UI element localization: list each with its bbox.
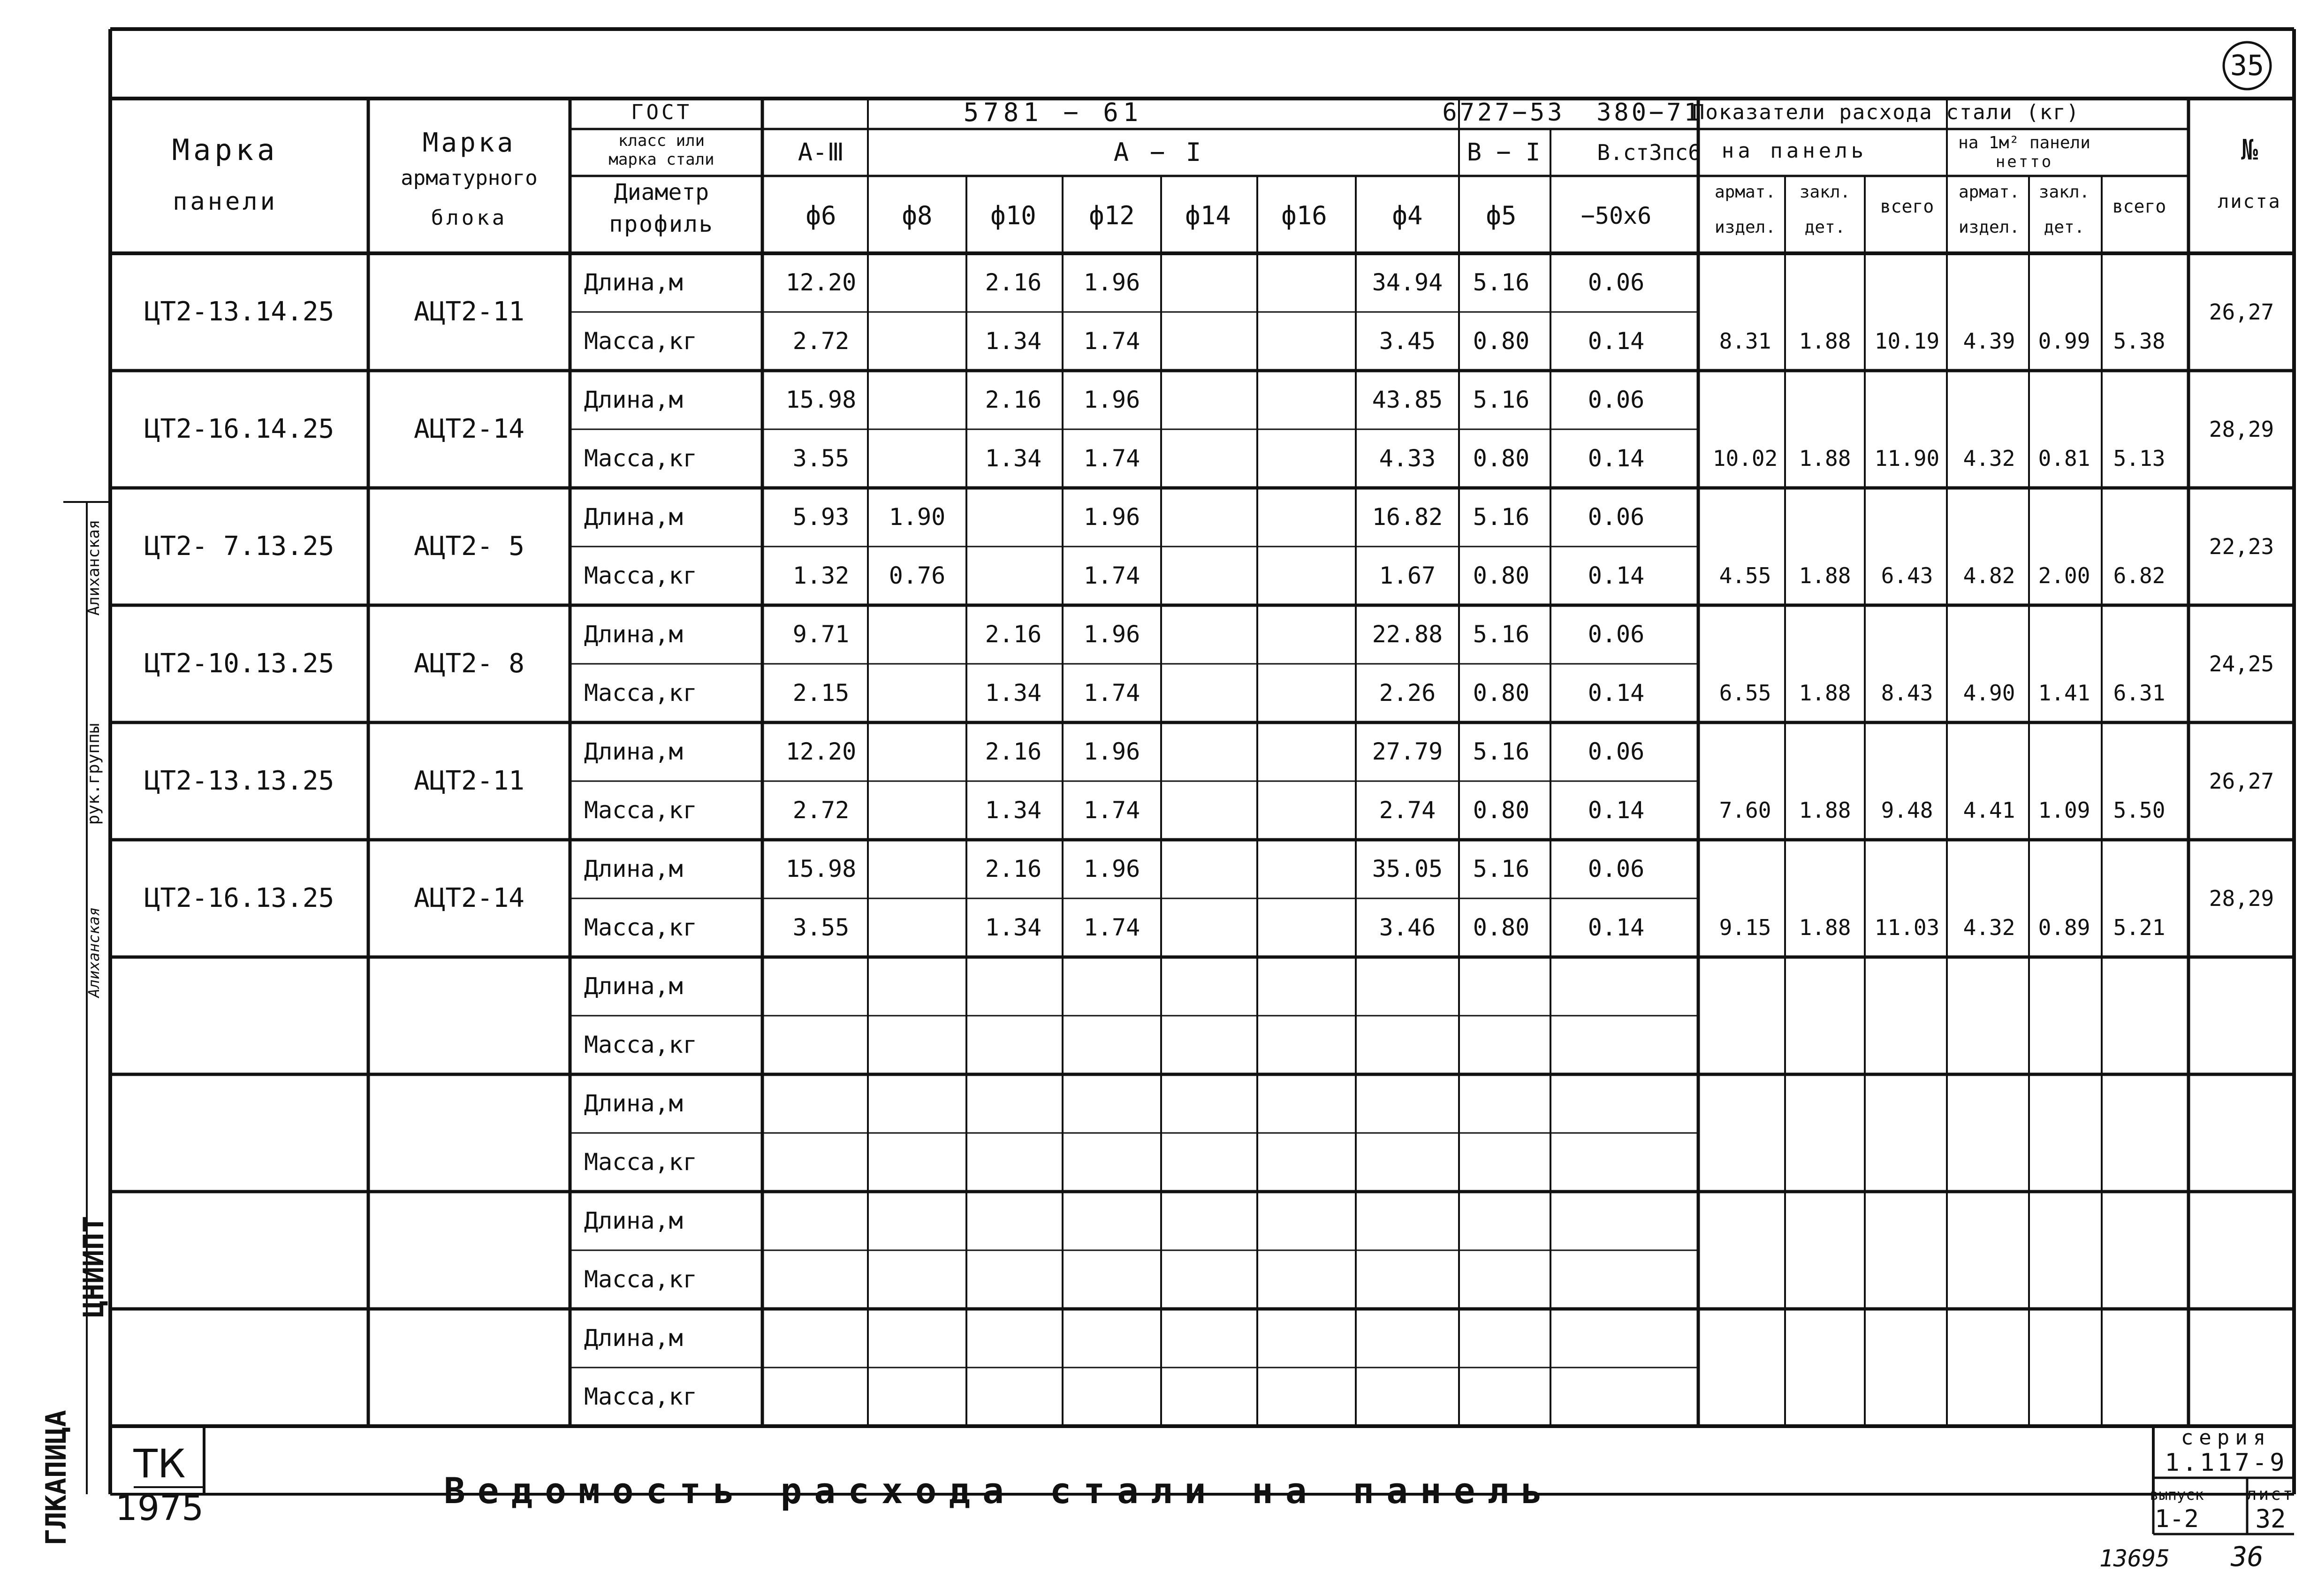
length-label: Длина,м [584,973,683,1000]
diameter-d12: ф12 [1089,201,1135,230]
diameter-d16: ф16 [1281,201,1327,230]
length-cell: 0.06 [1588,386,1645,413]
length-label: Длина,м [584,269,683,296]
mass-cell: 0.14 [1588,797,1645,824]
header-sheet-no-2: листа [2218,191,2281,213]
total-cell: 6.82 [2113,563,2166,588]
header-gost-label: ГОСТ [631,100,692,124]
mass-cell: 2.72 [792,797,850,824]
header-arm-2a: армат. [1958,182,2020,202]
length-cell: 5.16 [1473,269,1530,296]
mass-cell: 1.74 [1083,562,1140,589]
length-cell: 1.96 [1083,855,1140,882]
length-label: Длина,м [584,1207,683,1234]
length-cell: 5.93 [792,503,850,531]
header-zakl-2b: дет. [2044,218,2085,237]
total-cell: 10.19 [1874,328,1940,354]
length-cell: 5.16 [1473,503,1530,531]
stamp-org: ТК [133,1441,186,1487]
block-mark: АЦТ2- 5 [413,531,525,562]
length-cell: 9.71 [792,621,850,648]
mass-cell: 1.34 [985,797,1042,824]
length-cell: 2.16 [985,269,1042,296]
sheet-refs: 28,29 [2209,886,2274,911]
mass-cell: 1.34 [985,914,1042,941]
mass-label: Масса,кг [584,1031,697,1058]
diameter-d14: ф14 [1185,201,1231,230]
margin-org-name: ЦНИИПТ [77,1216,110,1318]
mass-cell: 1.74 [1083,679,1140,707]
mass-cell: 3.46 [1379,914,1436,941]
mass-cell: 0.80 [1473,445,1530,472]
header-sheet-no-1: № [2241,134,2258,167]
diameter-d4: ф4 [1392,201,1423,230]
total-cell: 0.99 [2038,328,2090,354]
mass-cell: 1.34 [985,679,1042,707]
mass-cell: 0.80 [1473,679,1530,707]
mass-cell: 3.55 [792,914,850,941]
mass-cell: 1.74 [1083,914,1140,941]
panel-mark: ЦТ2-10.13.25 [144,648,334,679]
total-cell: 4.82 [1963,563,2015,588]
total-cell: 10.02 [1712,446,1778,471]
length-cell: 22.88 [1372,621,1443,648]
header-total-2: всего [2112,196,2166,217]
inventory-number: 13695 [2099,1545,2170,1572]
length-cell: 0.06 [1588,269,1645,296]
mass-label: Масса,кг [584,445,697,472]
mass-cell: 1.34 [985,327,1042,355]
diameter-d5: ф5 [1486,201,1517,230]
mass-label: Масса,кг [584,1148,697,1176]
total-cell: 6.31 [2113,680,2166,706]
total-cell: 9.15 [1719,915,1771,940]
mass-cell: 0.14 [1588,562,1645,589]
total-cell: 4.32 [1963,446,2015,471]
total-cell: 5.13 [2113,446,2166,471]
stamp-title: Ведомость расхода стали на панель [444,1470,1555,1512]
length-label: Длина,м [584,1090,683,1117]
mass-cell: 1.67 [1379,562,1436,589]
header-per-m2-1: на 1м² панели [1958,133,2090,152]
sheet-refs: 24,25 [2209,651,2274,676]
length-cell: 0.06 [1588,621,1645,648]
total-cell: 2.00 [2038,563,2090,588]
mass-cell: 0.76 [889,562,946,589]
length-cell: 1.96 [1083,621,1140,648]
total-cell: 6.43 [1881,563,1933,588]
header-zakl-1b: дет. [1804,218,1846,237]
length-label: Длина,м [584,738,683,765]
mass-cell: 2.74 [1379,797,1436,824]
header-arm-1a: армат. [1714,182,1776,202]
header-diameter-label-2: профиль [609,211,714,237]
mass-cell: 1.74 [1083,797,1140,824]
header-diameter-label-1: Диаметр [614,179,709,205]
block-mark: АЦТ2-11 [413,766,525,796]
total-cell: 7.60 [1719,798,1771,823]
block-mark: АЦТ2-14 [413,414,525,444]
mass-label: Масса,кг [584,679,697,707]
mass-cell: 0.14 [1588,679,1645,707]
total-cell: 1.88 [1799,446,1851,471]
length-cell: 34.94 [1372,269,1443,296]
length-cell: 1.96 [1083,738,1140,765]
header-class-vst: В.ст3пс6 [1597,140,1701,165]
total-cell: 5.50 [2113,798,2166,823]
total-cell: 5.38 [2113,328,2166,354]
mass-cell: 0.80 [1473,562,1530,589]
total-cell: 1.09 [2038,798,2090,823]
length-label: Длина,м [584,1324,683,1352]
header-per-m2-2: нетто [1995,152,2053,171]
stamp-series-label: серия [2181,1426,2272,1450]
header-panel-mark-1: Марка [172,133,279,167]
total-cell: 1.88 [1799,915,1851,940]
block-mark: АЦТ2-11 [413,296,525,327]
panel-mark: ЦТ2-13.14.25 [144,296,334,327]
mass-cell: 1.74 [1083,445,1140,472]
header-class-a1: А − I [1113,137,1204,167]
length-cell: 2.16 [985,621,1042,648]
panel-mark: ЦТ2-16.13.25 [144,883,334,913]
header-class-label-2: марка стали [608,150,714,169]
length-cell: 1.96 [1083,269,1140,296]
length-cell: 0.06 [1588,855,1645,882]
length-cell: 5.16 [1473,738,1530,765]
sheet-number-bottom: 36 [2231,1541,2264,1573]
mass-cell: 0.80 [1473,327,1530,355]
header-panel-mark-2: панели [173,188,278,216]
length-cell: 12.20 [785,738,857,765]
header-block-mark-1: Марка [422,128,516,158]
length-cell: 35.05 [1372,855,1443,882]
length-label: Длина,м [584,855,683,882]
mass-label: Масса,кг [584,562,697,589]
total-cell: 4.39 [1963,328,2015,354]
panel-mark: ЦТ2-13.13.25 [144,766,334,796]
stamp-issue-label: выпуск [2150,1486,2204,1504]
header-indicators-title: Показатели расхода стали (кг) [1692,100,2080,124]
length-cell: 2.16 [985,738,1042,765]
length-cell: 1.96 [1083,503,1140,531]
block-mark: АЦТ2-14 [413,883,525,913]
diameter-d6: ф6 [805,201,836,230]
panel-mark: ЦТ2- 7.13.25 [144,531,334,562]
mass-cell: 2.15 [792,679,850,707]
mass-cell: 4.33 [1379,445,1436,472]
total-cell: 6.55 [1719,680,1771,706]
mass-cell: 0.80 [1473,914,1530,941]
length-cell: 0.06 [1588,738,1645,765]
sheet-refs: 28,29 [2209,417,2274,442]
length-cell: 15.98 [785,855,857,882]
header-zakl-2a: закл. [2038,182,2090,202]
length-cell: 12.20 [785,269,857,296]
length-cell: 5.16 [1473,386,1530,413]
total-cell: 1.88 [1799,680,1851,706]
total-cell: 4.55 [1719,563,1771,588]
header-per-panel: на панель [1721,139,1868,163]
length-cell: 16.82 [1372,503,1443,531]
length-cell: 1.96 [1083,386,1140,413]
mass-cell: 1.34 [985,445,1042,472]
stamp-issue: 1-2 [2155,1505,2199,1533]
total-cell: 4.90 [1963,680,2015,706]
total-cell: 4.32 [1963,915,2015,940]
sheet-refs: 26,27 [2209,768,2274,794]
total-cell: 1.88 [1799,563,1851,588]
sheet-number-top: 35 [2230,49,2264,82]
total-cell: 0.81 [2038,446,2090,471]
mass-cell: 2.26 [1379,679,1436,707]
stamp-year: 1975 [115,1488,204,1528]
mass-cell: 0.14 [1588,914,1645,941]
length-cell: 2.16 [985,855,1042,882]
mass-cell: 2.72 [792,327,850,355]
mass-cell: 0.80 [1473,797,1530,824]
diameter-strip: −50х6 [1581,202,1652,229]
length-cell: 2.16 [985,386,1042,413]
total-cell: 8.31 [1719,328,1771,354]
header-gost-6727: 6727−53 [1442,99,1565,127]
length-cell: 0.06 [1588,503,1645,531]
stamp-sheet: 32 [2255,1504,2286,1534]
header-arm-1b: издел. [1714,218,1776,237]
stamp-series: 1.117-9 [2165,1449,2287,1477]
mass-label: Масса,кг [584,1266,697,1293]
length-cell: 5.16 [1473,855,1530,882]
total-cell: 4.41 [1963,798,2015,823]
length-label: Длина,м [584,386,683,413]
margin-surname-1: Алиханская [84,519,103,616]
sheet-refs: 22,23 [2209,534,2274,559]
header-block-mark-2: арматурного [401,166,538,190]
total-cell: 1.88 [1799,328,1851,354]
header-zakl-1a: закл. [1799,182,1851,202]
mass-label: Масса,кг [584,797,697,824]
total-cell: 0.89 [2038,915,2090,940]
mass-label: Масса,кг [584,1383,697,1410]
length-cell: 5.16 [1473,621,1530,648]
block-mark: АЦТ2- 8 [413,648,525,679]
mass-cell: 0.14 [1588,327,1645,355]
total-cell: 11.03 [1874,915,1940,940]
panel-mark: ЦТ2-16.14.25 [144,414,334,444]
total-cell: 8.43 [1881,680,1933,706]
mass-label: Масса,кг [584,327,697,355]
header-class-b1: В − I [1467,138,1541,167]
mass-cell: 1.32 [792,562,850,589]
total-cell: 1.41 [2038,680,2090,706]
mass-cell: 3.55 [792,445,850,472]
mass-label: Масса,кг [584,914,697,941]
length-cell: 1.90 [889,503,946,531]
mass-cell: 1.74 [1083,327,1140,355]
header-class-a3: А-Ⅲ [798,138,844,167]
stamp-sheet-label: лист [2246,1485,2295,1504]
header-block-mark-3: блока [431,206,508,230]
length-label: Длина,м [584,621,683,648]
diameter-d10: ф10 [990,201,1036,230]
margin-surname-2: Алиханская [85,907,103,998]
mass-cell: 0.14 [1588,445,1645,472]
mass-cell: 3.45 [1379,327,1436,355]
header-total-1: всего [1880,196,1934,217]
length-cell: 43.85 [1372,386,1443,413]
total-cell: 5.21 [2113,915,2166,940]
length-cell: 15.98 [785,386,857,413]
header-class-label-1: класс или [618,131,705,150]
length-label: Длина,м [584,503,683,531]
total-cell: 9.48 [1881,798,1933,823]
total-cell: 1.88 [1799,798,1851,823]
margin-group-head: рук.группы [84,723,103,825]
margin-city: ГЛКАПИЦА [40,1410,73,1546]
header-gost-380: 380−71 [1596,99,1702,127]
total-cell: 11.90 [1874,446,1940,471]
header-gost-5781: 5781 − 61 [963,98,1143,127]
diameter-d8: ф8 [902,201,933,230]
header-arm-2b: издел. [1958,218,2020,237]
length-cell: 27.79 [1372,738,1443,765]
sheet-refs: 26,27 [2209,299,2274,325]
